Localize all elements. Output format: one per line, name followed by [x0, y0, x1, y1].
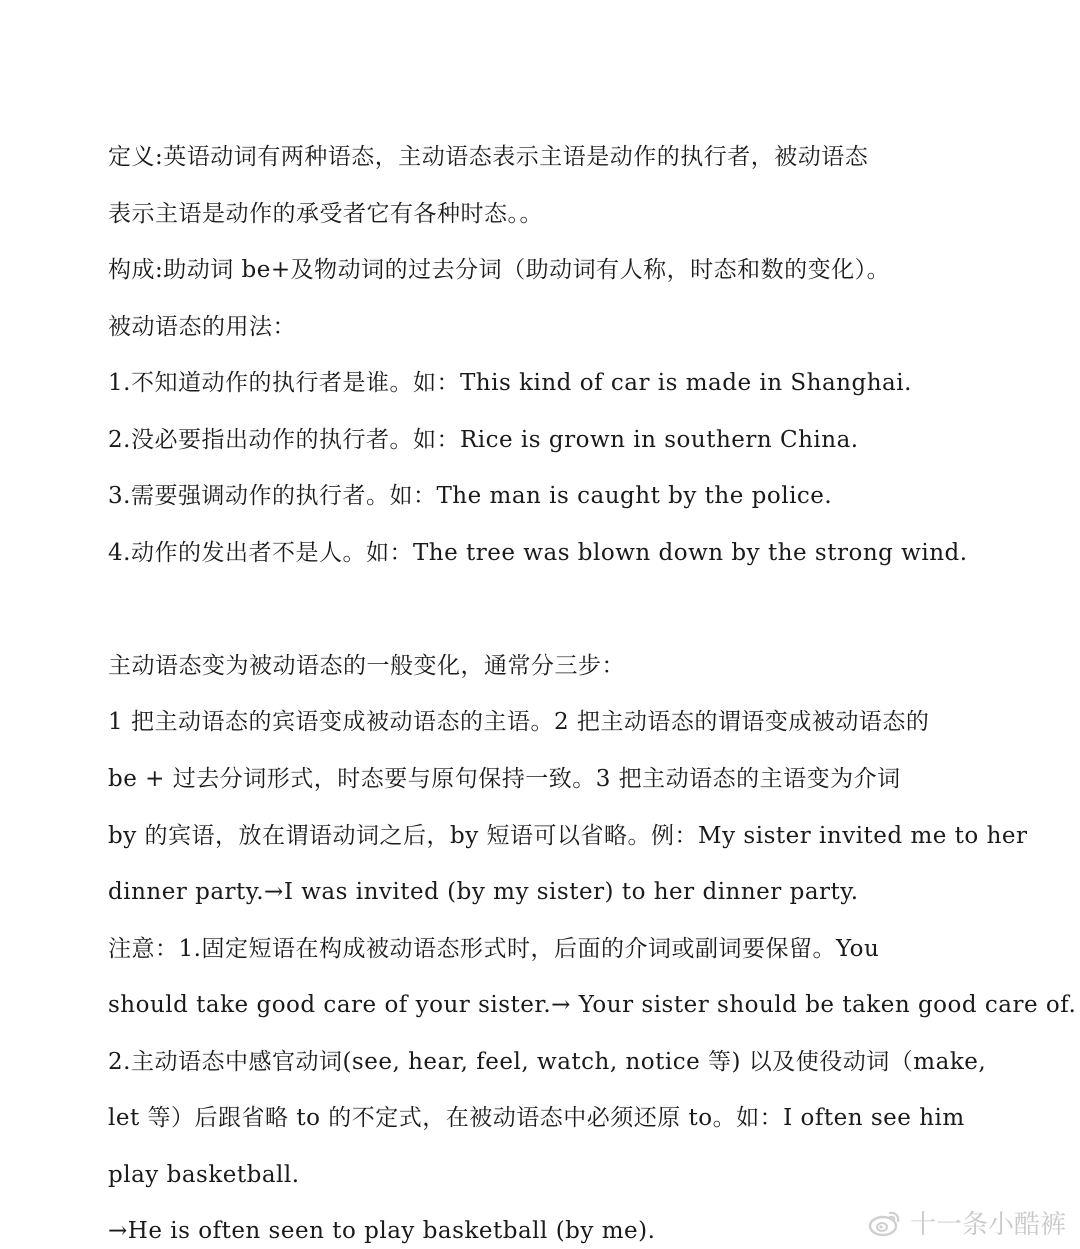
usage-item-2: 2.没必要指出动作的执行者。如：Rice is grown in southern China. — [108, 427, 859, 453]
definition-line-1: 定义:英语动词有两种语态，主动语态表示主语是动作的执行者，被动语态 — [108, 144, 869, 170]
usage-item-4: 4.动作的发出者不是人。如：The tree was blown down by the strong wind. — [108, 540, 968, 566]
definition-line-2: 表示主语是动作的承受者它有各种时态。。 — [108, 201, 543, 227]
weibo-icon — [868, 1209, 902, 1237]
note-1-line-2: should take good care of your sister.→ Your sister should be taken good care of. — [108, 992, 1077, 1018]
usage-item-3: 3.需要强调动作的执行者。如：The man is caught by the police. — [108, 483, 833, 509]
note-2-line-2: let 等）后跟省略 to 的不定式，在被动语态中必须还原 to。如：I often see him — [108, 1105, 965, 1131]
conversion-example-line: dinner party.→I was invited (by my sister) to her dinner party. — [108, 879, 859, 905]
watermark — [868, 1204, 1066, 1241]
note-2-line-1: 2.主动语态中感官动词(see, hear, feel, watch, notice 等) 以及使役动词（make, — [108, 1049, 987, 1075]
note-2-line-3: play basketball. — [108, 1162, 300, 1188]
watermark-text: 十一条小酷裤 — [909, 1210, 1066, 1240]
usage-heading: 被动语态的用法： — [108, 314, 296, 340]
conversion-step-line-3: by 的宾语，放在谓语动词之后，by 短语可以省略。例：My sister invited me to her — [108, 823, 1028, 849]
note-2-line-4: →He is often seen to play basketball (by me). — [108, 1218, 656, 1244]
note-1-line-1: 注意：1.固定短语在构成被动语态形式时，后面的介词或副词要保留。You — [108, 936, 880, 962]
usage-item-1: 1.不知道动作的执行者是谁。如：This kind of car is made in Shanghai. — [108, 370, 912, 396]
conversion-step-line-1: 1 把主动语态的宾语变成被动语态的主语。2 把主动语态的谓语变成被动语态的 — [108, 709, 930, 735]
conversion-step-line-2: be + 过去分词形式，时态要与原句保持一致。3 把主动语态的主语变为介词 — [108, 766, 901, 792]
conversion-heading: 主动语态变为被动语态的一般变化，通常分三步： — [108, 653, 625, 679]
structure-line: 构成:助动词 be+及物动词的过去分词（助动词有人称，时态和数的变化）。 — [108, 257, 891, 283]
